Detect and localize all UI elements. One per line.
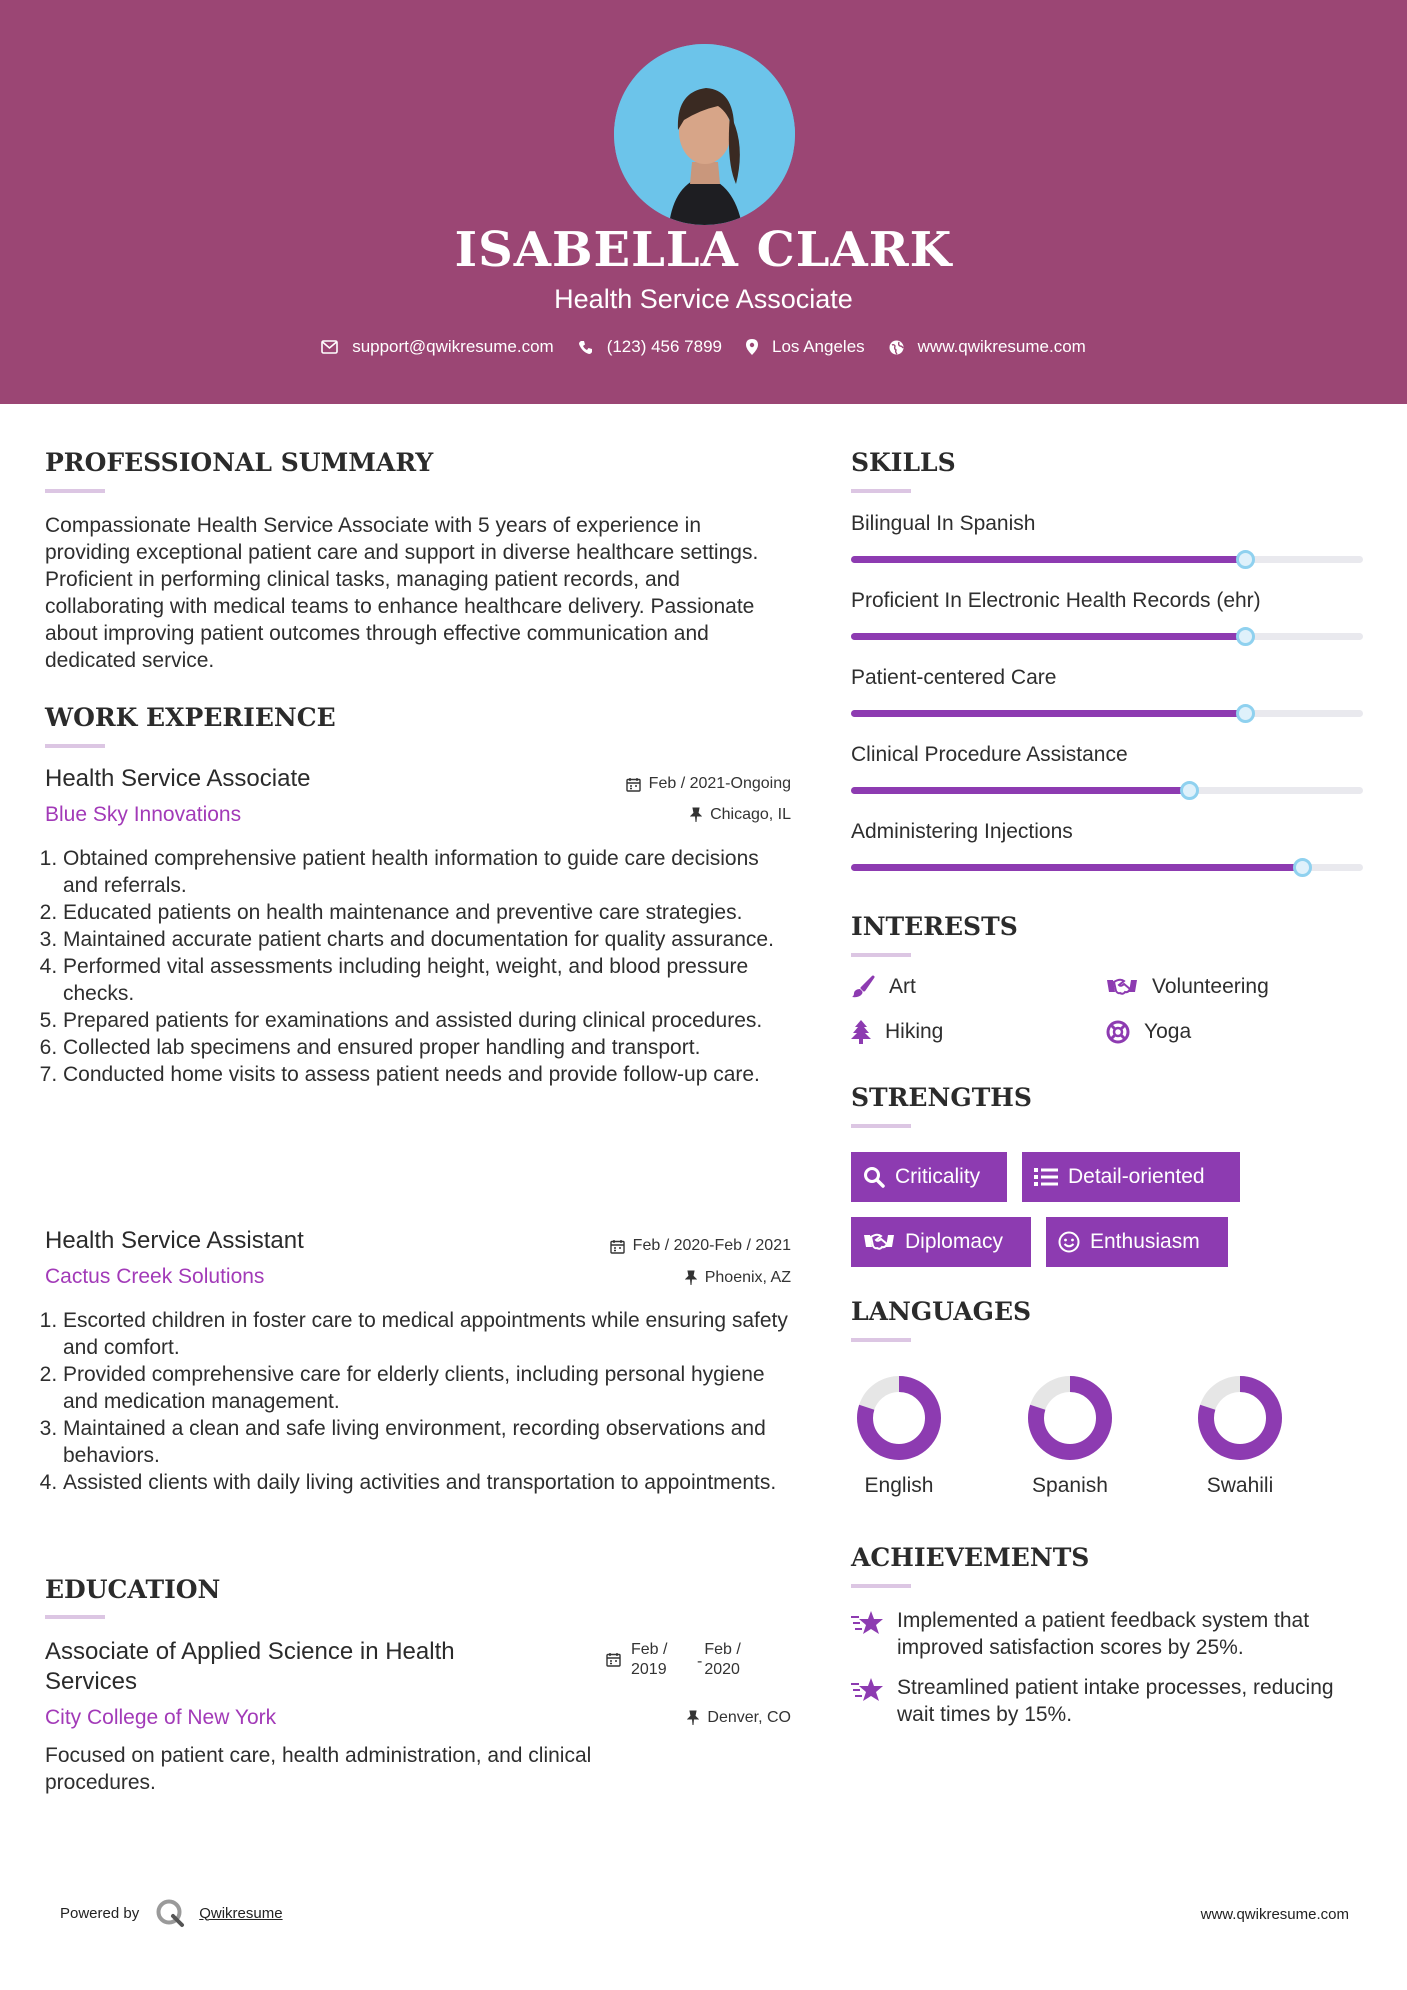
education-heading: EDUCATION — [45, 1575, 221, 1604]
language-donut — [1195, 1373, 1285, 1463]
contact-email-text: support@qwikresume.com — [352, 337, 554, 356]
language-item — [1010, 1373, 1130, 1498]
language-label: Spanish — [1032, 1474, 1108, 1497]
job-1-company: Blue Sky Innovations — [45, 803, 242, 826]
skill-level-track — [851, 864, 1363, 871]
skill-level-knob — [1180, 781, 1199, 800]
list-item: 5. Prepared patients for examinations and assisted during clinical procedures. — [63, 1007, 795, 1034]
skill-level-knob — [1236, 627, 1255, 646]
map-pin-icon — [746, 339, 758, 355]
skill-level-fill — [851, 787, 1189, 794]
contact-bar — [0, 337, 1407, 357]
contact-website[interactable] — [889, 337, 1086, 357]
job-2-bullets — [45, 1307, 795, 1496]
skill-label: Administering Injections — [851, 820, 1073, 843]
star-icon — [851, 1609, 885, 1637]
skills-heading: SKILLS — [851, 448, 956, 477]
job-2-location — [500, 1269, 791, 1287]
language-donut — [854, 1373, 944, 1463]
resume-header — [0, 0, 1407, 404]
summary-text: Compassionate Health Service Associate with 5 years of experience in providing exceptional patient care and support in diverse healthcare settings. Proficient in performing clinical tasks, managing patient records, and collaborating with medical teams to enhance healthcare delivery. Passionate about improving patient outcomes through effective communication and dedicated service. — [45, 514, 759, 672]
skill-level-track — [851, 633, 1363, 640]
job-2-dates-text: Feb / 2020-Feb / 2021 — [632, 1237, 791, 1254]
achievement-item — [851, 1674, 1361, 1728]
interest-hiking — [851, 1020, 943, 1044]
education-location — [500, 1709, 791, 1727]
skill-label: Bilingual In Spanish — [851, 512, 1036, 535]
strength-label: Detail-oriented — [1068, 1165, 1205, 1188]
list-item: 3. Maintained accurate patient charts and documentation for quality assurance. — [63, 926, 795, 953]
job-1-bullets — [45, 845, 795, 1088]
list-icon — [1034, 1167, 1058, 1187]
interests-heading-underline — [851, 953, 911, 957]
skill-level-track — [851, 787, 1363, 794]
job-2-dates — [500, 1237, 791, 1255]
job-1-location — [500, 806, 791, 824]
footer-powered-by — [60, 1898, 283, 1928]
strength-badge-criticality — [851, 1152, 1007, 1202]
list-item: 1. Escorted children in foster care to medical appointments while ensuring safety and comfort. — [63, 1307, 795, 1361]
education-heading-underline — [45, 1615, 105, 1619]
list-item: 4. Performed vital assessments including height, weight, and blood pressure checks. — [63, 953, 795, 1007]
strengths-heading: STRENGTHS — [851, 1083, 1032, 1112]
achievements-heading-underline — [851, 1584, 911, 1588]
calendar-icon — [610, 1239, 625, 1254]
strength-badge-enthusiasm — [1046, 1217, 1228, 1267]
job-1-location-text: Chicago, IL — [710, 806, 791, 823]
skill-level-knob — [1293, 858, 1312, 877]
skill-level-fill — [851, 556, 1245, 563]
language-donut — [1025, 1373, 1115, 1463]
globe-icon — [889, 340, 904, 355]
job-1-title: Health Service Associate — [45, 765, 311, 792]
contact-location — [746, 337, 865, 357]
language-label: English — [864, 1474, 934, 1497]
summary-heading-underline — [45, 489, 105, 493]
phone-icon — [578, 340, 593, 355]
interest-hiking-label: Hiking — [885, 1020, 944, 1043]
job-2-location-text: Phoenix, AZ — [704, 1269, 791, 1286]
list-item: 3. Maintained a clean and safe living environment, recording observations and behaviors. — [63, 1415, 795, 1469]
powered-by-label: Powered by — [60, 1904, 140, 1922]
education-date-sep: - — [697, 1653, 703, 1670]
list-item: 6. Collected lab specimens and ensured proper handling and transport. — [63, 1034, 795, 1061]
experience-heading: WORK EXPERIENCE — [45, 703, 336, 732]
language-item — [839, 1373, 959, 1498]
calendar-icon — [626, 777, 641, 792]
pushpin-icon — [685, 1270, 697, 1286]
strength-label: Enthusiasm — [1090, 1230, 1200, 1253]
list-item: 2. Provided comprehensive care for elderly clients, including personal hygiene and medication management. — [63, 1361, 795, 1415]
strength-badge-diplomacy — [851, 1217, 1031, 1267]
smile-icon — [1058, 1231, 1080, 1253]
education-date-end: Feb / 2020 — [704, 1641, 741, 1678]
contact-phone[interactable] — [578, 337, 722, 357]
language-label: Swahili — [1206, 1474, 1274, 1497]
skill-label: Patient-centered Care — [851, 666, 1057, 689]
skill-level-track — [851, 710, 1363, 717]
contact-website-text: www.qwikresume.com — [917, 337, 1086, 356]
profile-photo — [614, 44, 795, 225]
skill-level-knob — [1236, 704, 1255, 723]
achievement-text: Streamlined patient intake processes, reducing wait times by 15%. — [897, 1676, 1334, 1726]
strengths-heading-underline — [851, 1124, 911, 1128]
strength-label: Criticality — [895, 1165, 981, 1188]
list-item: 2. Educated patients on health maintenance and preventive care strategies. — [63, 899, 795, 926]
envelope-icon — [321, 340, 338, 354]
languages-heading-underline — [851, 1338, 911, 1342]
skill-label: Clinical Procedure Assistance — [851, 743, 1128, 766]
achievement-item — [851, 1607, 1361, 1661]
contact-location-text: Los Angeles — [772, 337, 865, 356]
qwikresume-link[interactable]: Qwikresume — [199, 1904, 283, 1922]
skill-level-fill — [851, 864, 1302, 871]
job-1-dates — [500, 775, 791, 793]
education-dates — [606, 1640, 746, 1680]
skill-level-track — [851, 556, 1363, 563]
interest-volunteering-label: Volunteering — [1152, 975, 1269, 998]
education-description: Focused on patient care, health administration, and clinical procedures. — [45, 1744, 592, 1794]
job-2-title: Health Service Assistant — [45, 1227, 304, 1254]
language-item — [1180, 1373, 1300, 1498]
skill-level-fill — [851, 710, 1245, 717]
interest-yoga — [1106, 1020, 1191, 1044]
skill-level-knob — [1236, 550, 1255, 569]
interest-yoga-label: Yoga — [1144, 1020, 1192, 1043]
job-1-dates-text: Feb / 2021-Ongoing — [648, 775, 791, 792]
strength-badge-detail-oriented — [1022, 1152, 1240, 1202]
interest-art-label: Art — [889, 975, 916, 998]
interest-volunteering — [1106, 975, 1269, 999]
contact-email[interactable] — [321, 337, 554, 357]
skills-heading-underline — [851, 489, 911, 493]
footer-website[interactable]: www.qwikresume.com — [1200, 1906, 1349, 1923]
interest-art — [851, 975, 916, 999]
skill-label: Proficient In Electronic Health Records (ehr) — [851, 589, 1261, 612]
interests-heading: INTERESTS — [851, 912, 1018, 941]
pushpin-icon — [687, 1710, 699, 1726]
summary-heading: PROFESSIONAL SUMMARY — [45, 448, 434, 477]
list-item: 1. Obtained comprehensive patient health information to guide care decisions and referrals. — [63, 845, 795, 899]
qwikresume-logo-icon — [155, 1898, 185, 1928]
education-degree: Associate of Applied Science in Health Services — [45, 1638, 455, 1695]
skill-level-fill — [851, 633, 1245, 640]
achievement-text: Implemented a patient feedback system that improved satisfaction scores by 25%. — [897, 1609, 1310, 1659]
education-school: City College of New York — [45, 1706, 277, 1729]
handshake-icon — [863, 1231, 895, 1253]
list-item: 4. Assisted clients with daily living activities and transportation to appointments. — [63, 1469, 795, 1496]
job-2-company: Cactus Creek Solutions — [45, 1265, 265, 1288]
search-icon — [863, 1166, 885, 1188]
candidate-title: Health Service Associate — [554, 284, 853, 314]
life-ring-icon — [1106, 1020, 1130, 1044]
contact-phone-text: (123) 456 7899 — [606, 337, 723, 356]
star-icon — [851, 1676, 885, 1704]
handshake-icon — [1106, 976, 1138, 998]
strength-label: Diplomacy — [905, 1230, 1004, 1253]
education-date-start: Feb / 2019 — [631, 1641, 668, 1678]
pushpin-icon — [690, 807, 702, 823]
candidate-name: ISABELLA CLARK — [454, 222, 953, 278]
achievements-heading: ACHIEVEMENTS — [851, 1543, 1090, 1572]
experience-heading-underline — [45, 744, 105, 748]
education-location-text: Denver, CO — [707, 1709, 791, 1726]
tree-icon — [851, 1020, 871, 1044]
paintbrush-icon — [851, 975, 875, 999]
calendar-icon — [606, 1652, 621, 1667]
languages-heading: LANGUAGES — [851, 1297, 1032, 1326]
list-item: 7. Conducted home visits to assess patient needs and provide follow-up care. — [63, 1061, 795, 1088]
